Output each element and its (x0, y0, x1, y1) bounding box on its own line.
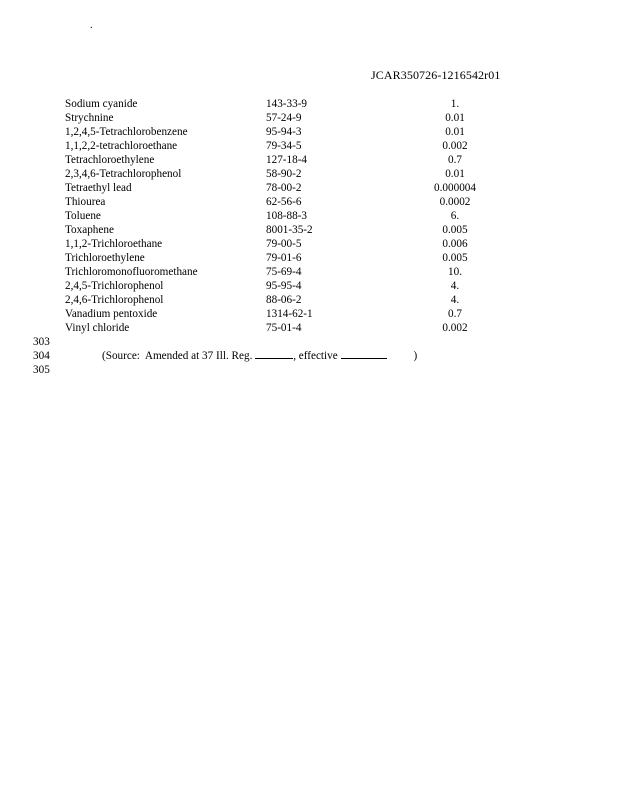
limit-value: 4. (450, 280, 460, 292)
limit-value: 1. (450, 98, 460, 110)
table-row (0, 97, 619, 111)
table-row (0, 251, 619, 265)
limit-value: 0.01 (445, 126, 465, 138)
chemical-name: Vanadium pentoxide (65, 308, 158, 320)
cas-number: 79-34-5 (266, 140, 302, 152)
cas-number: 75-01-4 (266, 322, 302, 334)
limit-value: 0.0002 (439, 196, 471, 208)
limit-value: 0.002 (442, 322, 468, 334)
cas-number: 79-00-5 (266, 238, 302, 250)
chemical-name: 2,4,6-Trichlorophenol (65, 294, 164, 306)
cas-number: 58-90-2 (266, 168, 302, 180)
cas-number: 88-06-2 (266, 294, 302, 306)
chemical-name: Thiourea (65, 196, 106, 208)
cas-number: 8001-35-2 (266, 224, 313, 236)
line-number: 305 (33, 364, 50, 376)
chemical-name: 2,3,4,6-Tetrachlorophenol (65, 168, 182, 180)
limit-value: 6. (450, 210, 460, 222)
cas-number: 95-94-3 (266, 126, 302, 138)
table-row (0, 223, 619, 237)
cas-number: 1314-62-1 (266, 308, 313, 320)
table-row (0, 111, 619, 125)
table-row (0, 293, 619, 307)
chemical-name: Tetraethyl lead (65, 182, 132, 194)
register-blank (255, 348, 293, 359)
header-marker: . (90, 20, 93, 31)
chemical-name: Tetrachloroethylene (65, 154, 155, 166)
table-row (0, 321, 619, 335)
line-number: 304 (33, 350, 50, 362)
table-row (0, 265, 619, 279)
limit-value: 0.002 (442, 140, 468, 152)
chemical-name: Trichloromonofluoromethane (65, 266, 198, 278)
cas-number: 95-95-4 (266, 280, 302, 292)
limit-value: 10. (448, 266, 462, 278)
source-note (102, 348, 417, 363)
cas-number: 108-88-3 (266, 210, 308, 222)
chemical-name: Vinyl chloride (65, 322, 130, 334)
effective-date-blank (341, 348, 387, 359)
chemical-name: Sodium cyanide (65, 98, 138, 110)
chemical-name: Toxaphene (65, 224, 114, 236)
source-middle: , effective (293, 350, 341, 362)
table-row (0, 153, 619, 167)
cas-number: 57-24-9 (266, 112, 302, 124)
cas-number: 79-01-6 (266, 252, 302, 264)
cas-number: 62-56-6 (266, 196, 302, 208)
limit-value: 4. (450, 294, 460, 306)
chemical-name: 2,4,5-Trichlorophenol (65, 280, 164, 292)
chemical-name: Trichloroethylene (65, 252, 145, 264)
source-prefix: (Source: Amended at 37 Ill. Reg. (102, 350, 256, 362)
source-suffix: ) (413, 350, 418, 362)
table-row (0, 139, 619, 153)
chemical-name: Strychnine (65, 112, 114, 124)
limit-value: 0.006 (442, 238, 468, 250)
table-row (0, 181, 619, 195)
limit-value: 0.7 (448, 154, 462, 166)
limit-value: 0.01 (445, 168, 465, 180)
limit-value: 0.01 (445, 112, 465, 124)
table-row (0, 195, 619, 209)
table-row (0, 167, 619, 181)
limit-value: 0.000004 (434, 182, 476, 194)
limit-value: 0.7 (448, 308, 462, 320)
chemical-name: 1,2,4,5-Tetrachlorobenzene (65, 126, 188, 138)
document-id: JCAR350726-1216542r01 (371, 68, 501, 82)
table-row (0, 237, 619, 251)
cas-number: 75-69-4 (266, 266, 302, 278)
cas-number: 127-18-4 (266, 154, 308, 166)
chemical-name: Toluene (65, 210, 101, 222)
table-row (0, 307, 619, 321)
cas-number: 143-33-9 (266, 98, 308, 110)
limit-value: 0.005 (442, 224, 468, 236)
table-row (0, 279, 619, 293)
table-row (0, 125, 619, 139)
limit-value: 0.005 (442, 252, 468, 264)
table-row (0, 209, 619, 223)
cas-number: 78-00-2 (266, 182, 302, 194)
chemical-name: 1,1,2-Trichloroethane (65, 238, 163, 250)
line-number: 303 (33, 336, 50, 348)
chemical-name: 1,1,2,2-tetrachloroethane (65, 140, 178, 152)
